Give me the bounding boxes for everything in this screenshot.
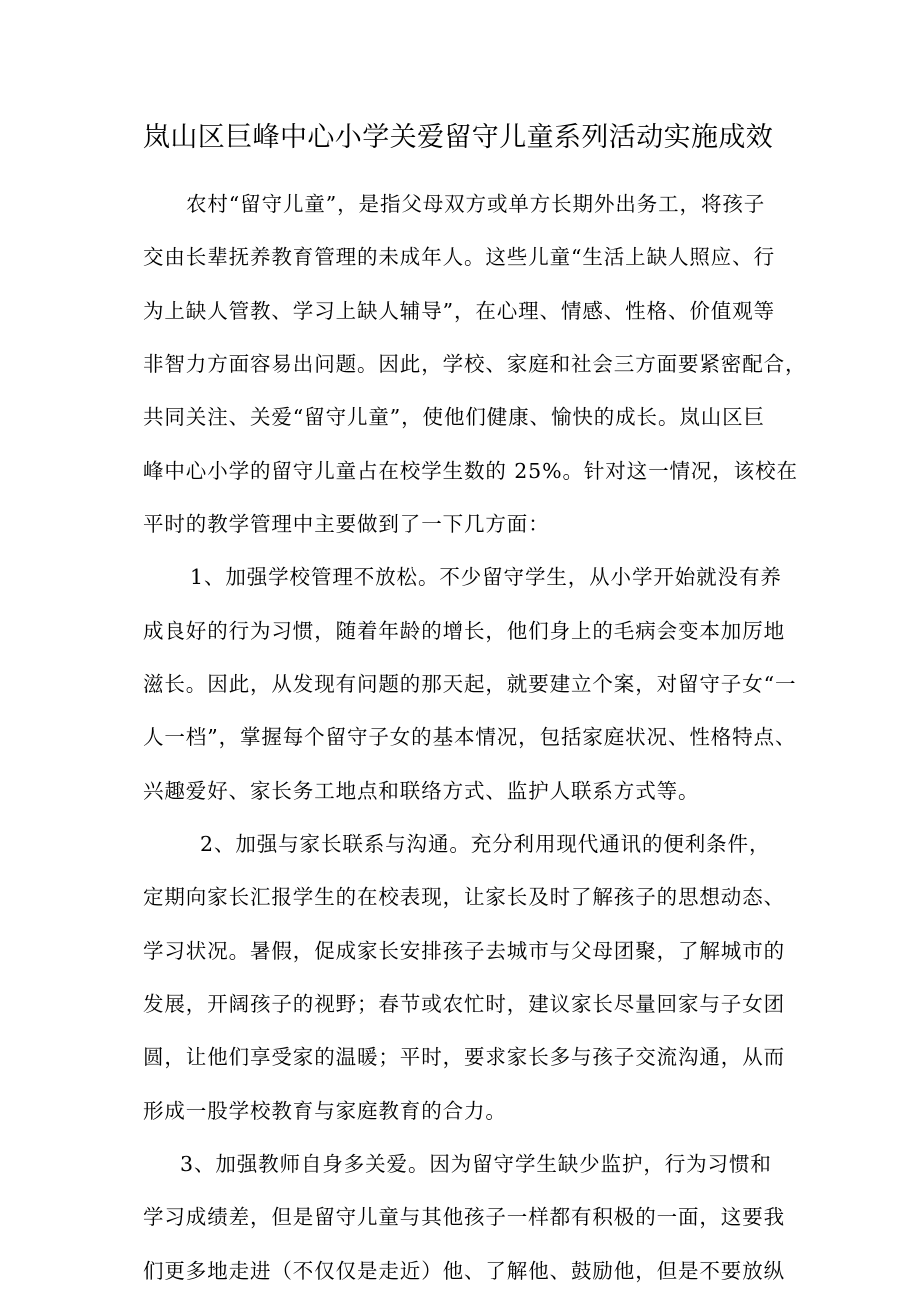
paragraph-line: 形成一股学校教育与家庭教育的合力。 xyxy=(143,1099,507,1123)
paragraph-line: 2、加强与家长联系与沟通。充分利用现代通讯的便利条件， xyxy=(200,832,771,856)
paragraph-line: 1、加强学校管理不放松。不少留守学生，从小学开始就没有养 xyxy=(190,565,782,589)
paragraph-line: 滋长。因此，从发现有问题的那天起，就要建立个案，对留守子女“一 xyxy=(143,672,797,696)
paragraph-line: 成良好的行为习惯，随着年龄的增长，他们身上的毛病会变本加厉地 xyxy=(143,619,785,643)
paragraph-line: 人一档”，掌握每个留守子女的基本情况，包括家庭状况、性格特点、 xyxy=(143,725,797,749)
paragraph-line: 们更多地走进（不仅仅是走近）他、了解他、鼓励他，但是不要放纵 xyxy=(143,1259,785,1283)
paragraph-line: 共同关注、关爱“留守儿童”，使他们健康、愉快的成长。岚山区巨 xyxy=(143,405,765,429)
paragraph-line: 兴趣爱好、家长务工地点和联络方式、监护人联系方式等。 xyxy=(143,779,700,803)
paragraph-line: 峰中心小学的留守儿童占在校学生数的 25%。针对这一情况，该校在 xyxy=(143,459,798,483)
paragraph-line: 交由长辈抚养教育管理的未成年人。这些儿童“生活上缺人照应、行 xyxy=(143,245,775,269)
paragraph-line: 为上缺人管教、学习上缺人辅导”，在心理、情感、性格、价值观等 xyxy=(143,299,775,323)
paragraph-line: 非智力方面容易出问题。因此，学校、家庭和社会三方面要紧密配合， xyxy=(143,352,807,376)
paragraph-line: 农村“留守儿童”，是指父母双方或单方长期外出务工，将孩子 xyxy=(186,192,766,216)
paragraph-line: 学习成绩差，但是留守儿童与其他孩子一样都有积极的一面，这要我 xyxy=(143,1205,785,1229)
paragraph-line: 学习状况。暑假，促成家长安排孩子去城市与父母团聚，了解城市的 xyxy=(143,939,785,963)
document-title: 岚山区巨峰中心小学关爱留守儿童系列活动实施成效 xyxy=(143,122,774,153)
paragraph-line: 发展，开阔孩子的视野；春节或农忙时，建议家长尽量回家与子女团 xyxy=(143,992,785,1016)
paragraph-line: 定期向家长汇报学生的在校表现，让家长及时了解孩子的思想动态、 xyxy=(143,885,785,909)
paragraph-line: 3、加强教师自身多关爱。因为留守学生缺少监护，行为习惯和 xyxy=(180,1152,772,1176)
paragraph-line: 平时的教学管理中主要做到了一下几方面： xyxy=(143,512,550,536)
paragraph-line: 圆，让他们享受家的温暖；平时，要求家长多与孩子交流沟通，从而 xyxy=(143,1045,785,1069)
